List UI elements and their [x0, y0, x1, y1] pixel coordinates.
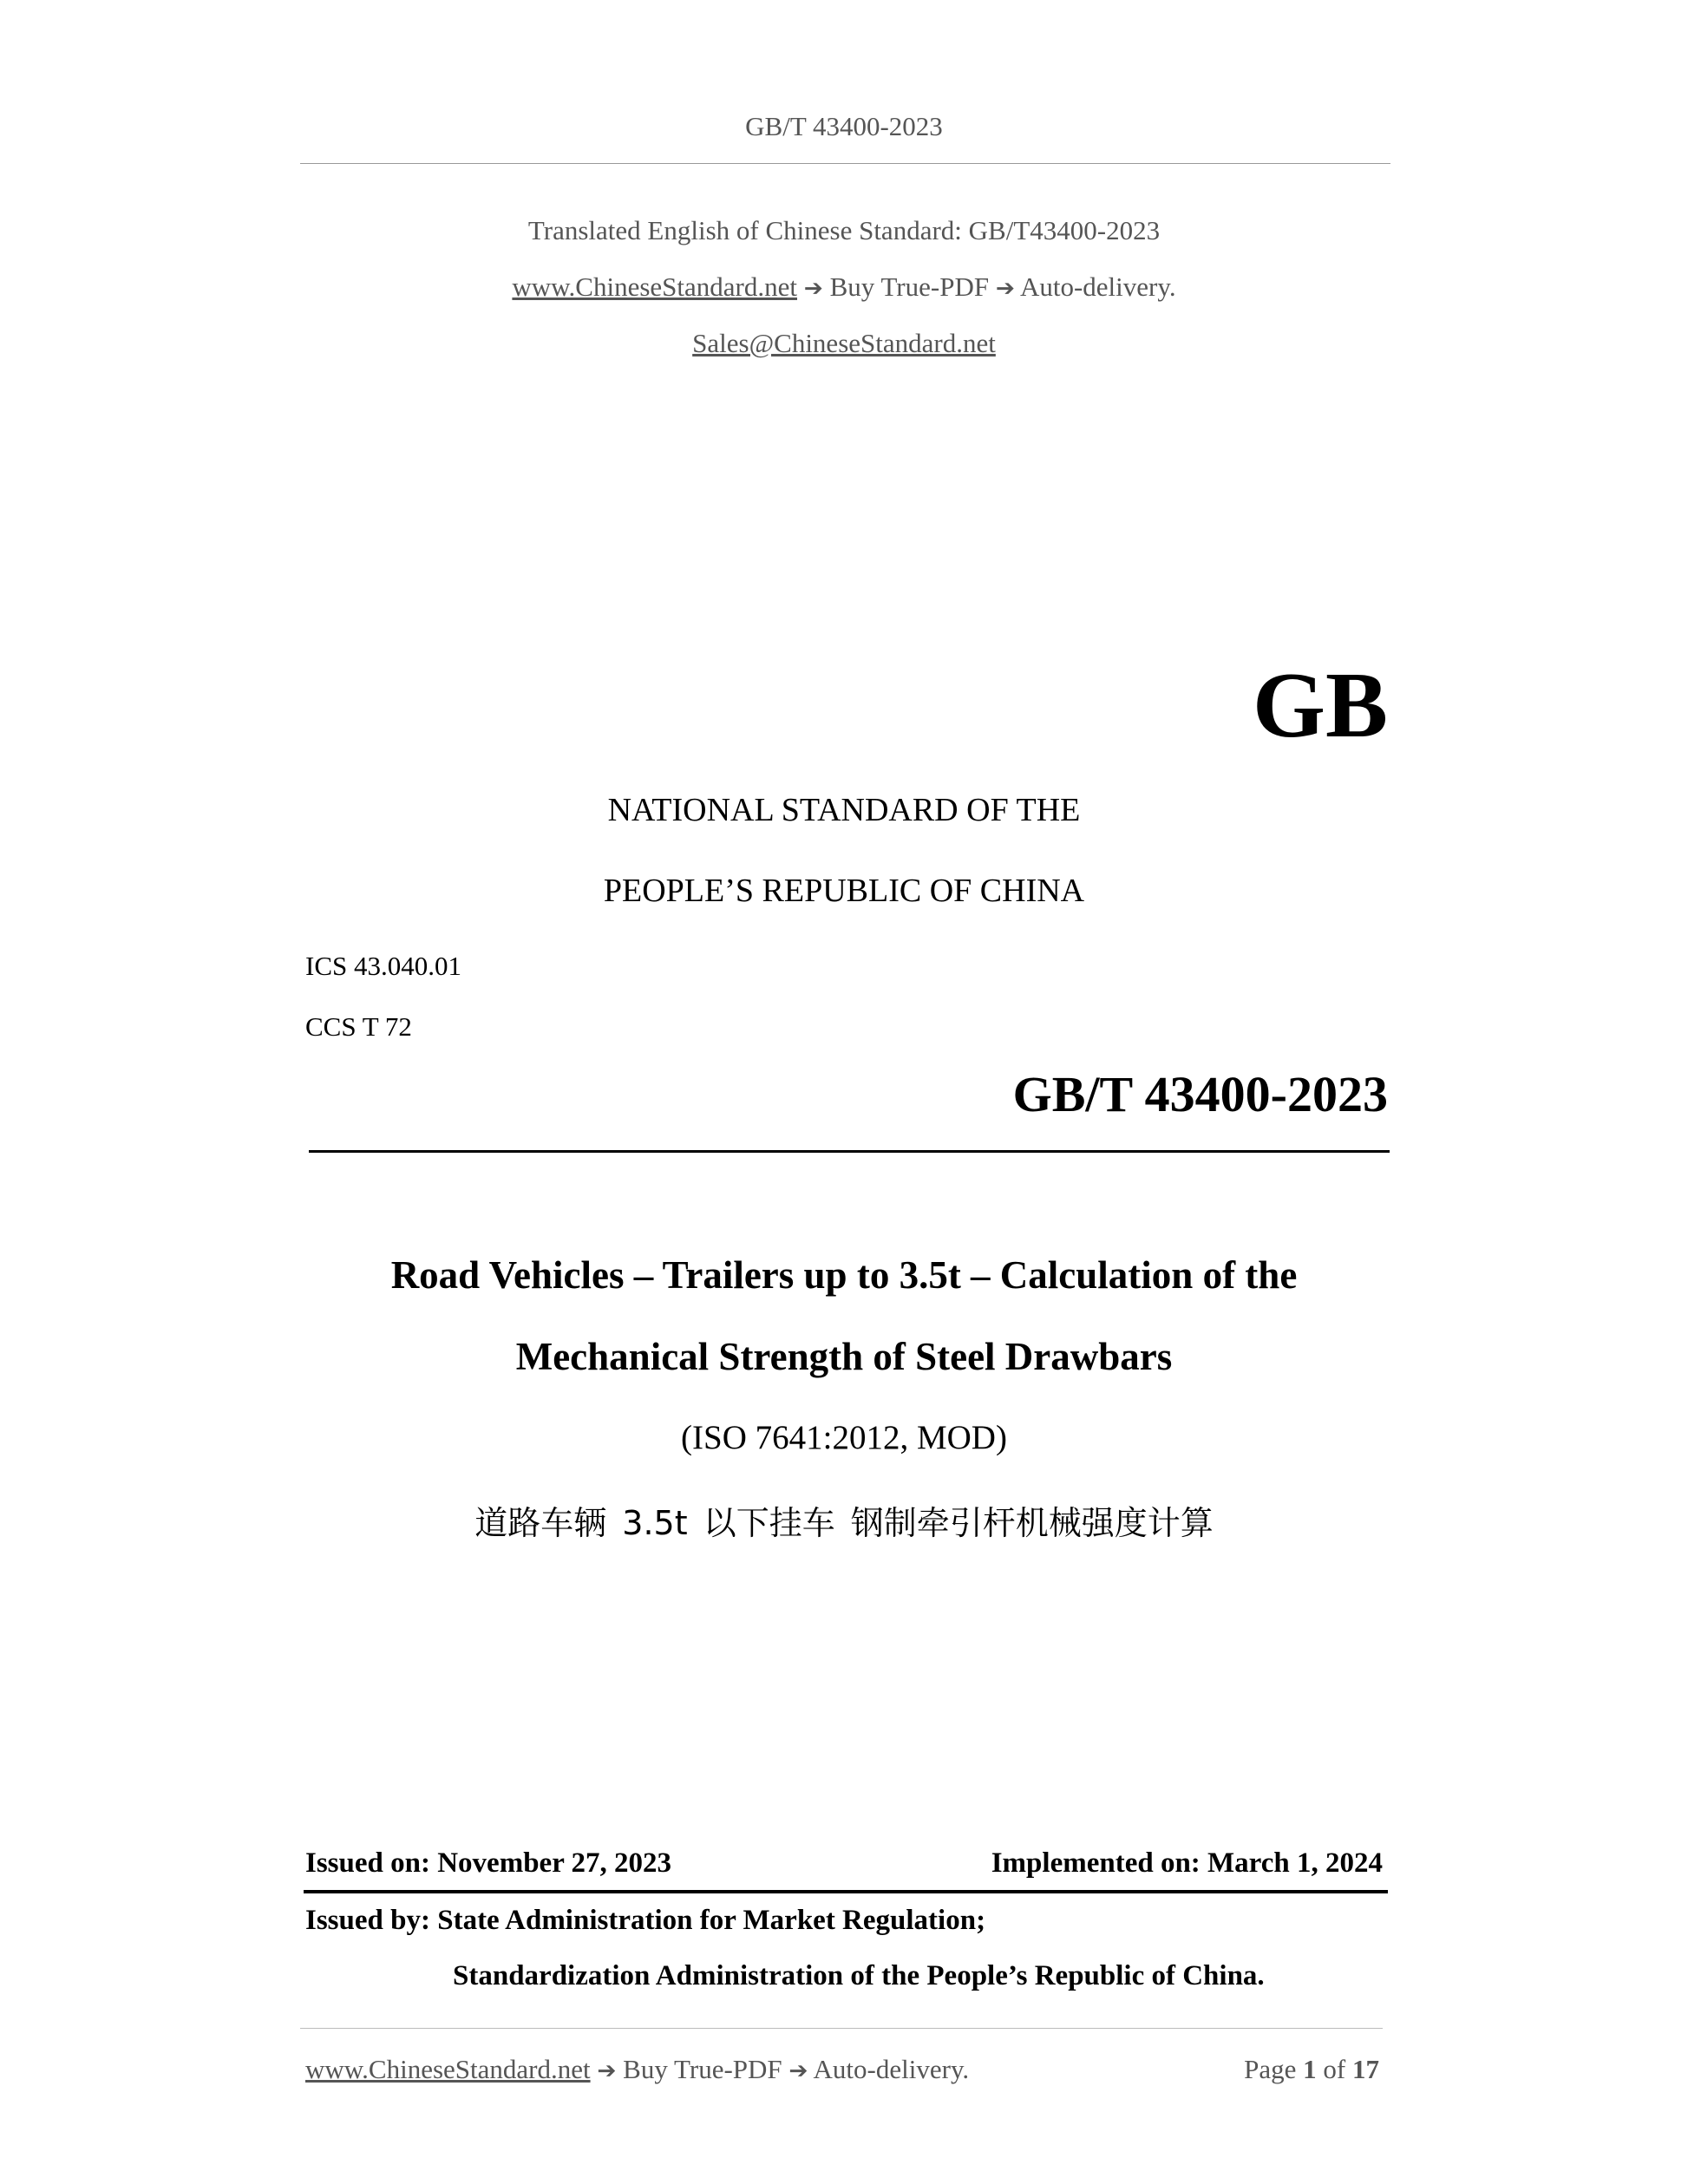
issued-by-second-line: Standardization Administration of the People’s Republic of China. — [453, 1960, 1265, 1991]
english-title-line1: Road Vehicles – Trailers up to 3.5t – Calculation of the — [390, 1253, 1298, 1297]
chinese-title: 道路车辆 3.5t 以下挂车 钢制牵引杆机械强度计算 — [474, 1504, 1214, 1542]
delivery-text: Auto-delivery. — [1019, 271, 1176, 302]
page-label: Page — [1244, 2054, 1297, 2084]
buy-text: Buy True-PDF — [829, 271, 990, 302]
running-header: GB/T 43400-2023 — [745, 111, 943, 141]
arrow-right-icon: ➔ — [995, 276, 1015, 302]
page-indicator — [1244, 2054, 1379, 2085]
footer-delivery-text: Auto-delivery. — [813, 2054, 970, 2084]
english-title-line2: Mechanical Strength of Steel Drawbars — [515, 1335, 1173, 1378]
footer-buy-text: Buy True-PDF — [623, 2054, 782, 2084]
page-number: 1 — [1303, 2054, 1317, 2084]
footer-purchase-line — [305, 2054, 969, 2085]
arrow-right-icon: ➔ — [597, 2058, 617, 2084]
gb-mark: GB — [1252, 654, 1388, 757]
email-link[interactable]: Sales@ChineseStandard.net — [692, 328, 996, 358]
issue-rule — [304, 1890, 1388, 1893]
header-rule — [300, 163, 1390, 164]
standard-number: GB/T 43400-2023 — [1012, 1066, 1388, 1122]
purchase-line — [0, 271, 1688, 303]
page-total: 17 — [1352, 2054, 1379, 2084]
footer-site-link[interactable]: www.ChineseStandard.net — [305, 2054, 591, 2084]
issued-on: Issued on: November 27, 2023 — [305, 1847, 671, 1879]
iso-reference: (ISO 7641:2012, MOD) — [681, 1419, 1007, 1456]
site-link[interactable]: www.ChineseStandard.net — [512, 271, 797, 302]
standard-number-rule — [309, 1150, 1390, 1153]
arrow-right-icon: ➔ — [803, 276, 823, 302]
arrow-right-icon: ➔ — [788, 2058, 808, 2084]
national-standard-line2: PEOPLE’S REPUBLIC OF CHINA — [603, 873, 1085, 909]
footer-rule — [300, 2028, 1383, 2029]
translation-notice: Translated English of Chinese Standard: GB/T43400-2023 — [527, 215, 1161, 245]
of-label: of — [1323, 2054, 1346, 2084]
email-line — [0, 328, 1688, 359]
ccs-code: CCS T 72 — [305, 1011, 412, 1042]
implemented-on: Implemented on: March 1, 2024 — [991, 1847, 1383, 1879]
ics-code: ICS 43.040.01 — [305, 951, 461, 981]
issued-by: Issued by: State Administration for Market Regulation; — [305, 1905, 986, 1936]
national-standard-line1: NATIONAL STANDARD OF THE — [607, 792, 1081, 828]
